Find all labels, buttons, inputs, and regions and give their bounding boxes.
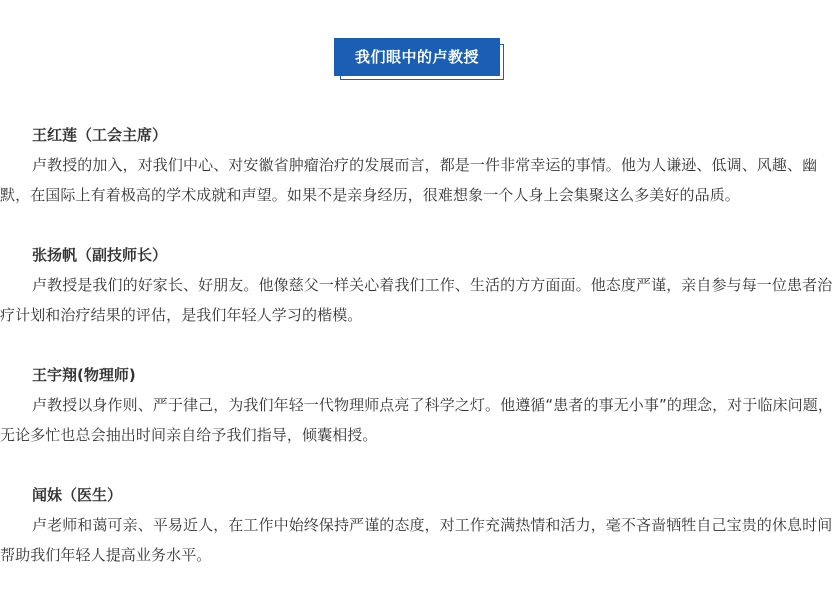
testimonial-4 bbox=[0, 480, 840, 570]
page-title: 我们眼中的卢教授 bbox=[334, 38, 500, 76]
testimonial-text: 卢教授的加入，对我们中心、对安徽省肿瘤治疗的发展而言，都是一件非常幸运的事情。他为人谦逊、低调、风趣、幽默，在国际上有着极高的学术成就和声望。如果不是亲身经历，很难想象一个人身上会集聚这么多美好的品质。 bbox=[0, 156, 818, 204]
testimonial-2 bbox=[0, 240, 840, 330]
testimonial-text: 卢教授是我们的好家长、好朋友。他像慈父一样关心着我们工作、生活的方方面面。他态度严谨，亲自参与每一位患者治疗计划和治疗结果的评估，是我们年轻人学习的楷模。 bbox=[0, 276, 833, 324]
testimonial-3 bbox=[0, 360, 840, 450]
testimonial-author: 王红莲（工会主席） bbox=[32, 126, 168, 144]
testimonial-author: 张扬帆（副技师长） bbox=[32, 246, 168, 264]
title-banner bbox=[334, 38, 500, 76]
testimonial-author: 王宇翔(物理师) bbox=[32, 366, 136, 384]
testimonial-author: 闻妹（医生） bbox=[32, 486, 123, 504]
testimonial-1 bbox=[0, 120, 840, 210]
testimonial-text: 卢老师和蔼可亲、平易近人，在工作中始终保持严谨的态度，对工作充满热情和活力，毫不吝啬牺牲自己宝贵的休息时间帮助我们年轻人提高业务水平。 bbox=[0, 516, 833, 564]
testimonial-text: 卢教授以身作则、严于律己，为我们年轻一代物理师点亮了科学之灯。他遵循“患者的事无小事”的理念，对于临床问题，无论多忙也总会抽出时间亲自给予我们指导，倾囊相授。 bbox=[0, 396, 833, 444]
testimonials bbox=[0, 120, 840, 600]
